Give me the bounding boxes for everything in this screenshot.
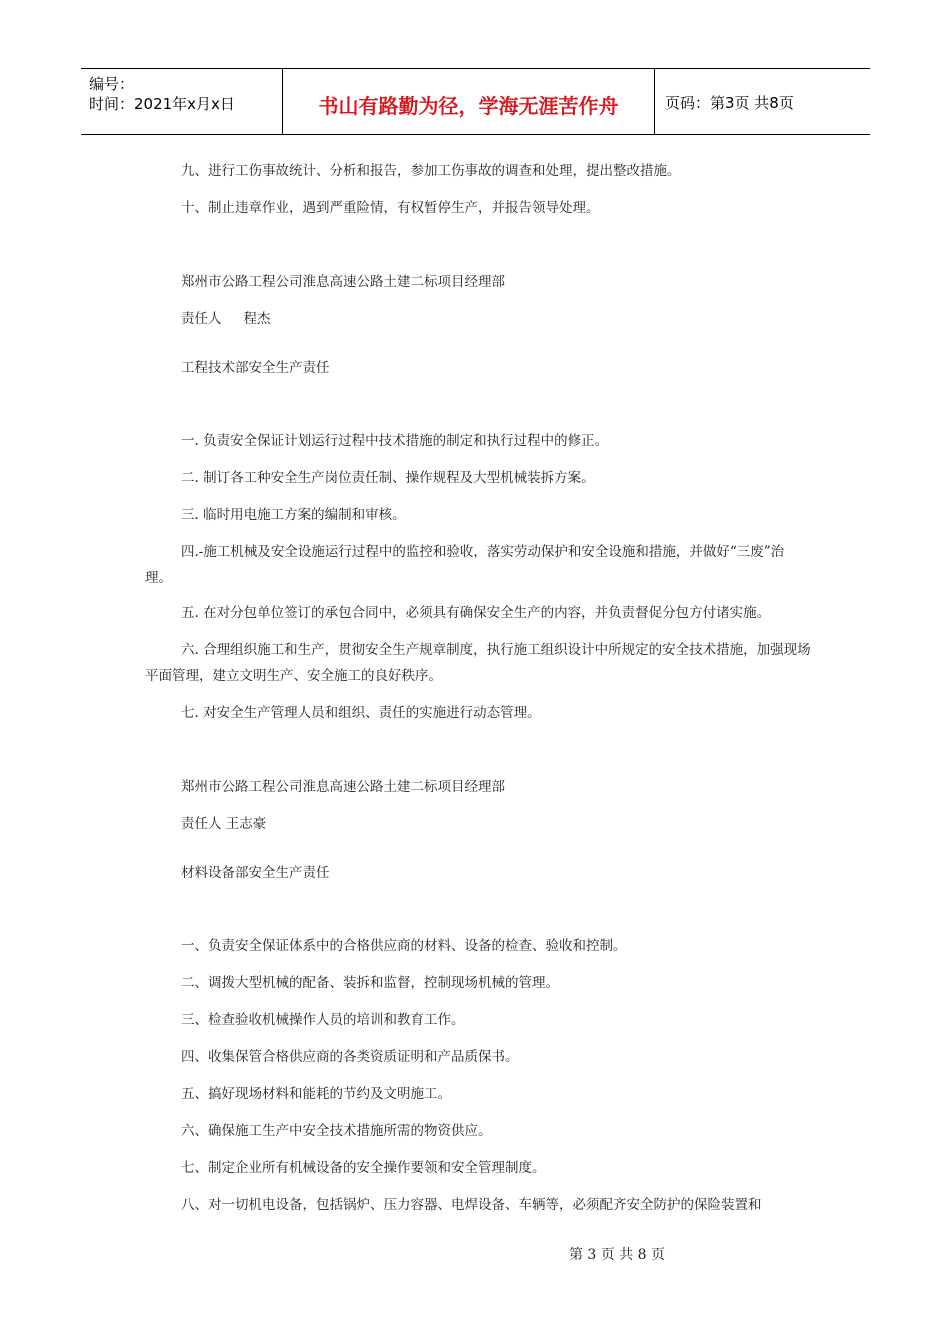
- materials-item-1: 一、负责安全保证体系中的合格供应商的材料、设备的检查、验收和控制。: [181, 938, 627, 954]
- section-title-engineering: 工程技术部安全生产责任: [181, 360, 330, 376]
- engineering-item-2: 二. 制订各工种安全生产岗位责任制、操作规程及大型机械装拆方案。: [181, 470, 595, 486]
- document-time-label: 时间：2021年x月x日: [89, 95, 235, 113]
- engineering-item-6: 六. 合理组织施工和生产，贯彻安全生产规章制度，执行施工组织设计中所规定的安全技术措施，加强现场平面管理，建立文明生产、安全施工的良好秩序。: [145, 642, 811, 684]
- engineering-item-3: 三. 临时用电施工方案的编制和审核。: [181, 507, 406, 523]
- paragraph-item-9: 九、进行工伤事故统计、分析和报告，参加工伤事故的调查和处理，提出整改措施。: [181, 163, 681, 179]
- engineering-item-7: 七. 对安全生产管理人员和组织、责任的实施进行动态管理。: [181, 705, 541, 721]
- responsible-person-line: [181, 306, 271, 332]
- materials-item-6: 六、确保施工生产中安全技术措施所需的物资供应。: [181, 1123, 492, 1139]
- materials-item-2: 二、调拨大型机械的配备、装拆和监督，控制现场机械的管理。: [181, 975, 559, 991]
- department-signature: 郑州市公路工程公司淮息高速公路土建二标项目经理部: [181, 274, 505, 290]
- responsible-label: 责任人: [181, 311, 222, 327]
- materials-item-3: 三、检查验收机械操作人员的培训和教育工作。: [181, 1012, 465, 1028]
- engineering-item-5: 五. 在对分包单位签订的承包合同中，必须具有确保安全生产的内容，并负责督促分包方付诸实施。: [181, 605, 771, 621]
- document-number-label: 编号：: [89, 75, 135, 93]
- department-signature-2: 郑州市公路工程公司淮息高速公路土建二标项目经理部: [181, 779, 505, 795]
- materials-item-4: 四、收集保管合格供应商的各类资质证明和产品质保书。: [181, 1049, 519, 1065]
- materials-item-8: 八、对一切机电设备，包括锅炉、压力容器、电焊设备、车辆等，必须配齐安全防护的保险装置和: [181, 1197, 762, 1213]
- materials-item-7: 七、制定企业所有机械设备的安全操作要领和安全管理制度。: [181, 1160, 546, 1176]
- section-title-materials: 材料设备部安全生产责任: [181, 865, 330, 881]
- responsible-person-line-2: 责任人 王志豪: [181, 816, 267, 832]
- materials-item-5: 五、搞好现场材料和能耗的节约及文明施工。: [181, 1086, 451, 1102]
- header-page-info: 页码：第3页 共8页: [665, 94, 794, 112]
- engineering-item-1: 一. 负责安全保证计划运行过程中技术措施的制定和执行过程中的修正。: [181, 433, 609, 449]
- paragraph-item-10: 十、制止违章作业，遇到严重险情，有权暂停生产，并报告领导处理。: [181, 200, 600, 216]
- page-footer: [0, 1244, 950, 1264]
- header-meta: [81, 69, 282, 134]
- header-motto: 书山有路勤为径，学海无涯苦作舟: [282, 69, 655, 134]
- page-header: [81, 68, 870, 135]
- responsible-name: 程杰: [243, 311, 271, 327]
- engineering-item-4: 四.-施工机械及安全设施运行过程中的监控和验收，落实劳动保护和安全设施和措施，并做好“三废”治理。: [145, 544, 785, 586]
- footer-page-number: 第 3 页 共 8 页: [568, 1247, 666, 1263]
